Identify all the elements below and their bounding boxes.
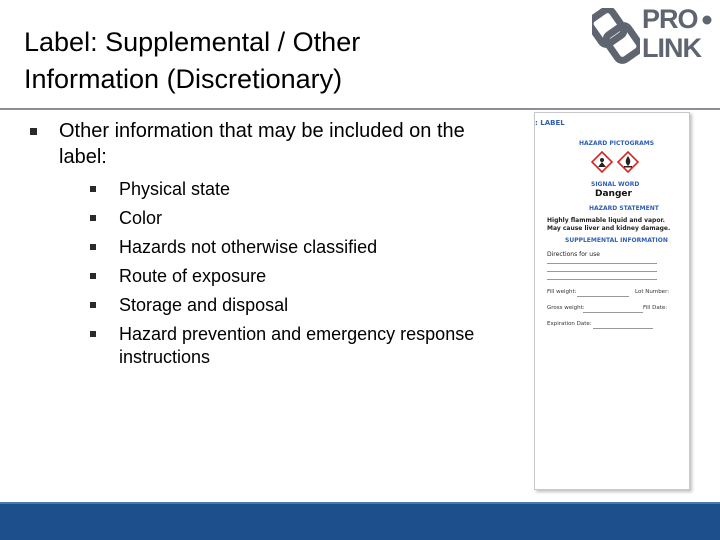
hazard-pictograms — [591, 151, 641, 173]
bullet-square-icon — [90, 215, 96, 221]
lot-number-label: Lot Number: — [635, 289, 670, 295]
form-line — [577, 296, 629, 297]
list-item — [90, 236, 510, 259]
list-item — [90, 207, 510, 230]
title-divider — [0, 108, 720, 110]
intro-bullet — [30, 118, 510, 170]
bullet-square-icon — [90, 302, 96, 308]
list-item — [90, 178, 510, 201]
slide-title-line1: Label: Supplemental / Other — [24, 27, 361, 57]
fill-weight-label: Fill weight: — [547, 289, 577, 295]
list-item — [90, 294, 510, 317]
bullet-square-icon — [30, 128, 37, 135]
hazard-statement-heading: HAZARD STATEMENT — [589, 205, 659, 212]
prolink-logo — [592, 6, 716, 64]
form-line — [547, 271, 657, 272]
label-header: : LABEL — [535, 119, 565, 127]
list-item-text: Storage and disposal — [119, 295, 289, 315]
flame-pictogram-icon — [618, 152, 638, 172]
form-line — [583, 312, 643, 313]
signal-word: Danger — [595, 189, 632, 199]
bullet-square-icon — [90, 244, 96, 250]
list-item-text: Color — [119, 208, 163, 228]
list-item-text: Route of exposure — [119, 266, 267, 286]
sample-label-image — [534, 112, 690, 490]
list-item-text: Hazards not otherwise classified — [119, 237, 378, 257]
bullet-square-icon — [90, 186, 96, 192]
hazard-statement-line2: May cause liver and kidney damage. — [547, 225, 671, 232]
signal-word-heading: SIGNAL WORD — [591, 181, 640, 188]
form-line — [547, 263, 657, 264]
chain-link-icon — [592, 8, 640, 64]
gross-weight-label: Gross weight: — [547, 305, 585, 311]
list-item — [90, 265, 510, 288]
logo-text-line1: PRO — [642, 4, 698, 34]
hazard-statement-line1: Highly flammable liquid and vapor. — [547, 217, 665, 224]
form-line — [593, 328, 653, 329]
list-item — [90, 323, 510, 369]
health-hazard-pictogram-icon — [592, 152, 612, 172]
bullet-square-icon — [90, 273, 96, 279]
bullet-square-icon — [90, 331, 96, 337]
list-item-text: Physical state — [119, 179, 231, 199]
slide-title — [24, 24, 564, 98]
intro-text: Other information that may be included on the label: — [59, 120, 465, 168]
footer-bar — [0, 504, 720, 540]
supplemental-heading: SUPPLEMENTAL INFORMATION — [565, 237, 668, 244]
expiration-date-label: Expiration Date: — [547, 321, 592, 327]
fill-date-label: Fill Date: — [643, 305, 668, 311]
slide-title-line2: Information (Discretionary) — [24, 64, 343, 94]
bullet-content — [30, 118, 510, 375]
logo-dot-icon — [702, 15, 712, 25]
sub-bullet-list — [90, 178, 510, 369]
form-line — [547, 279, 657, 280]
pictograms-heading: HAZARD PICTOGRAMS — [579, 140, 655, 147]
list-item-text: Hazard prevention and emergency response instructions — [119, 324, 475, 367]
logo-text-line2: LINK — [642, 33, 701, 63]
directions-label: Directions for use — [547, 251, 600, 258]
